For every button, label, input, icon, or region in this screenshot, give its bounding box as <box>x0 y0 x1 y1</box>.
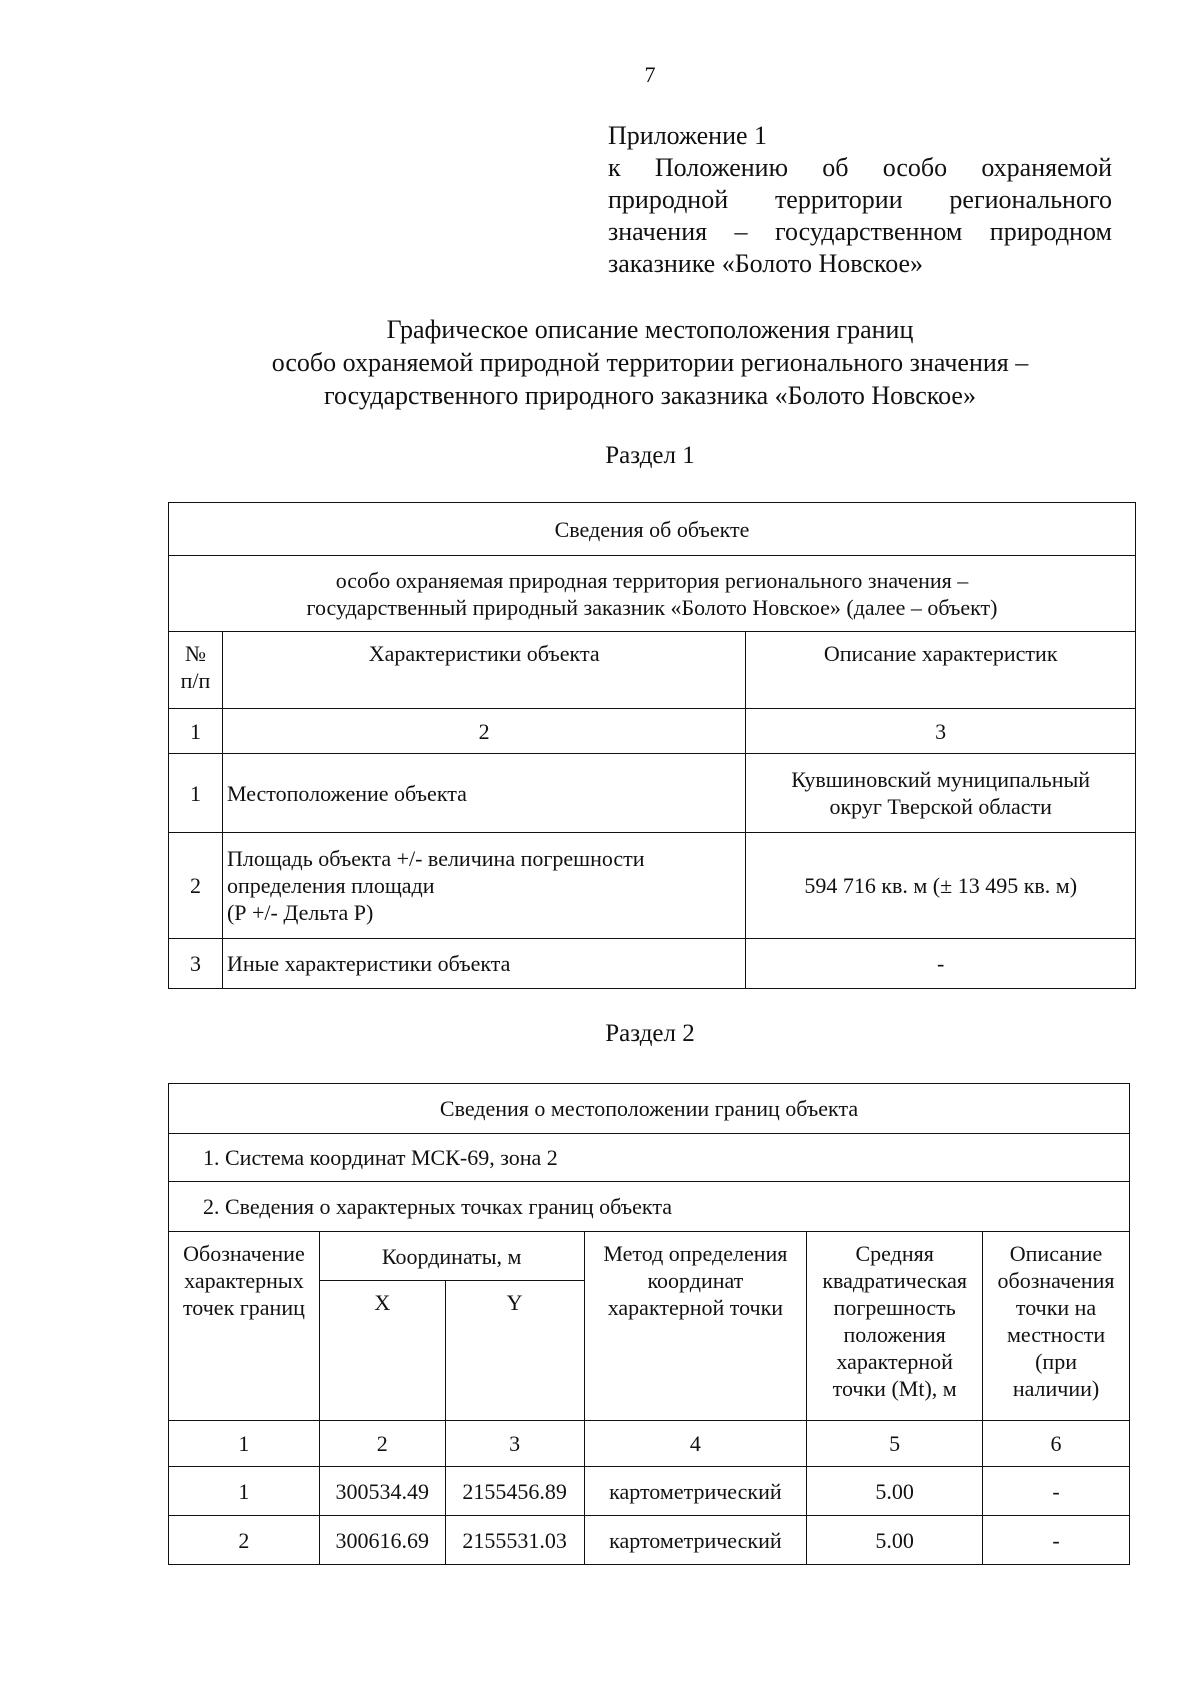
row-characteristic: Иные характеристики объекта <box>222 939 745 989</box>
header-line: Средняя <box>855 1241 934 1266</box>
header-x: X <box>319 1281 445 1421</box>
row-characteristic: Местоположение объекта <box>222 754 745 833</box>
table-row <box>169 939 1136 989</box>
header-num-line: п/п <box>180 668 211 693</box>
column-number-row <box>169 1421 1130 1467</box>
row-characteristic-line: определения площади <box>226 873 435 898</box>
header-line: квадратическая <box>822 1268 968 1293</box>
appendix-line: природной территории регионального <box>608 185 1112 214</box>
header-error <box>807 1232 983 1421</box>
table-row <box>169 1467 1130 1516</box>
column-number: 2 <box>319 1421 445 1467</box>
row-num: 1 <box>169 754 223 833</box>
point-method: картометрический <box>584 1516 807 1565</box>
table-row <box>169 1516 1130 1565</box>
point-x: 300534.49 <box>319 1467 445 1516</box>
row-num: 2 <box>169 833 223 939</box>
header-line: координат <box>647 1268 744 1293</box>
object-name-cell <box>169 556 1136 632</box>
row-description-line: Кувшиновский муниципальный <box>791 767 1091 792</box>
object-name-row <box>169 556 1136 632</box>
header-line: погрешность <box>833 1295 956 1320</box>
object-name-line: особо охраняемая природная территория регионального значения – <box>335 567 969 593</box>
column-number: 5 <box>807 1421 983 1467</box>
column-number: 3 <box>445 1421 584 1467</box>
header-line: Метод определения <box>603 1241 788 1266</box>
table-caption-row <box>169 1084 1130 1134</box>
point-id: 2 <box>169 1516 320 1565</box>
row-characteristic-line: Площадь объекта +/- величина погрешности <box>226 846 645 871</box>
appendix-line: Приложение 1 <box>608 121 768 150</box>
table-row <box>169 833 1136 939</box>
header-line: характерных <box>184 1268 304 1293</box>
row-characteristic-line: (Р +/- Дельта Р) <box>226 900 374 925</box>
object-name-line: государственный природный заказник «Болото Новское» (далее – объект) <box>306 594 998 620</box>
point-y: 2155456.89 <box>445 1467 584 1516</box>
column-number: 2 <box>222 709 745 754</box>
point-x: 300616.69 <box>319 1516 445 1565</box>
column-number: 3 <box>746 709 1136 754</box>
header-description: Описание характеристик <box>746 632 1136 709</box>
row-characteristic <box>222 833 745 939</box>
appendix-line: к Положению об особо охраняемой <box>608 153 1112 182</box>
header-point-description <box>983 1232 1130 1421</box>
row-description: 594 716 кв. м (± 13 495 кв. м) <box>746 833 1136 939</box>
point-id: 1 <box>169 1467 320 1516</box>
coord-system: 1. Система координат МСК-69, зона 2 <box>169 1134 1130 1182</box>
row-num: 3 <box>169 939 223 989</box>
column-number-row <box>169 709 1136 754</box>
header-line: точки на <box>1015 1295 1097 1320</box>
header-line: характерной <box>836 1349 953 1374</box>
header-row <box>169 632 1136 709</box>
table-caption: Сведения об объекте <box>169 503 1136 556</box>
row-description-line: округ Тверской области <box>829 794 1052 819</box>
table-caption-row <box>169 503 1136 556</box>
section-2-heading: Раздел 2 <box>605 1020 695 1047</box>
header-method <box>584 1232 807 1421</box>
object-info-table <box>168 502 1136 989</box>
title-line: Графическое описание местоположения границ <box>386 315 914 344</box>
appendix-line: значения – государственном природном <box>608 217 1112 246</box>
column-number: 4 <box>584 1421 807 1467</box>
header-line: характерной точки <box>607 1295 784 1320</box>
document-title <box>150 313 1150 412</box>
header-line: Обозначение <box>183 1241 305 1266</box>
table-row <box>169 754 1136 833</box>
header-line: наличии) <box>1012 1376 1100 1401</box>
column-number: 1 <box>169 1421 320 1467</box>
header-designation <box>169 1232 320 1421</box>
row-description: - <box>746 939 1136 989</box>
section-1-heading: Раздел 1 <box>605 442 695 469</box>
points-info: 2. Сведения о характерных точках границ объекта <box>169 1182 1130 1232</box>
header-coordinates: Координаты, м <box>319 1232 584 1281</box>
header-line: положения <box>843 1322 946 1347</box>
boundary-points-table <box>168 1083 1130 1565</box>
point-error: 5.00 <box>807 1467 983 1516</box>
points-info-row <box>169 1182 1130 1232</box>
column-number: 1 <box>169 709 223 754</box>
header-y: Y <box>445 1281 584 1421</box>
column-number: 6 <box>983 1421 1130 1467</box>
header-num-line: № <box>184 641 206 666</box>
header-line: (при <box>1035 1349 1077 1374</box>
header-characteristic: Характеристики объекта <box>222 632 745 709</box>
title-line: особо охраняемой природной территории регионального значения – <box>271 348 1029 377</box>
point-description: - <box>983 1516 1130 1565</box>
header-line: обозначения <box>997 1268 1115 1293</box>
page-number: 7 <box>644 62 656 87</box>
appendix-line: заказнике «Болото Новское» <box>608 249 924 278</box>
point-description: - <box>983 1467 1130 1516</box>
header-line: Описание <box>1009 1241 1103 1266</box>
point-error: 5.00 <box>807 1516 983 1565</box>
header-row <box>169 1232 1130 1281</box>
point-y: 2155531.03 <box>445 1516 584 1565</box>
header-line: местности <box>1007 1322 1106 1347</box>
header-line: точки (Mt), м <box>832 1376 957 1401</box>
table-caption: Сведения о местоположении границ объекта <box>169 1084 1130 1134</box>
header-num <box>169 632 223 709</box>
appendix-block <box>608 120 1112 280</box>
title-line: государственного природного заказника «Болото Новское» <box>324 381 976 410</box>
coord-system-row <box>169 1134 1130 1182</box>
header-line: точек границ <box>182 1295 305 1320</box>
point-method: картометрический <box>584 1467 807 1516</box>
row-description <box>746 754 1136 833</box>
